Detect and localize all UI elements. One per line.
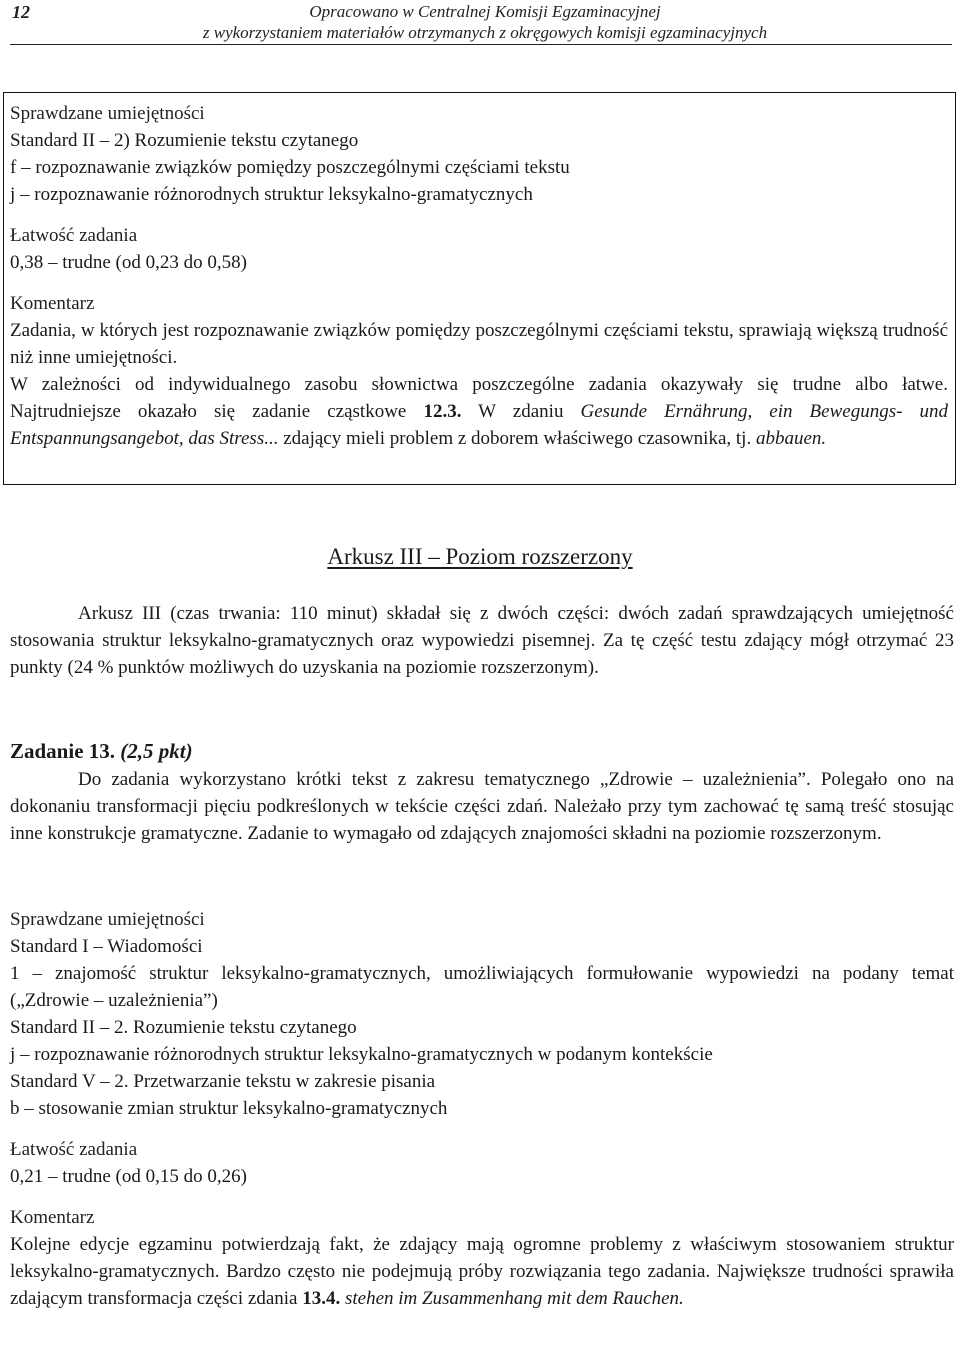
task-summary-content xyxy=(10,100,948,452)
difficulty-heading: Łatwość zadania xyxy=(10,1139,138,1160)
skills-heading: Sprawdzane umiejętności xyxy=(10,909,205,930)
skills-line-2: f – rozpoznawanie związków pomiędzy poszczególnymi częściami tekstu xyxy=(10,157,570,178)
difficulty-value: 0,38 – trudne (od 0,23 do 0,58) xyxy=(10,252,247,273)
task-reference: 13.4. xyxy=(302,1288,341,1309)
sheet-title: Arkusz III – Poziom rozszerzony xyxy=(327,544,633,569)
skills-line-1: Standard I – Wiadomości xyxy=(10,936,203,957)
comment-paragraph-2 xyxy=(10,371,948,452)
comment-text: zdający mieli problem z doborem właściwego czasownika, tj. xyxy=(278,428,756,449)
german-phrase: stehen im Zusammenhang mit dem Rauchen. xyxy=(344,1288,684,1309)
difficulty-heading: Łatwość zadania xyxy=(10,225,138,246)
german-sentence: Gesunde Ernährung, ein Bewegungs- und Entspannungsangebot, das Stress... xyxy=(10,401,948,449)
comment-heading: Komentarz xyxy=(10,293,95,314)
skills-line-3: j – rozpoznawanie różnorodnych struktur leksykalno-gramatycznych xyxy=(10,184,533,205)
difficulty-value: 0,21 – trudne (od 0,15 do 0,26) xyxy=(10,1166,247,1187)
comment-paragraph-1: Zadania, w których jest rozpoznawanie związków pomiędzy poszczególnymi częściami tekstu, sprawiają większą trudność niż inne umiejętności. xyxy=(10,320,948,368)
task-points: (2,5 pkt) xyxy=(120,739,193,763)
header-text xyxy=(150,1,820,43)
task-summary-box xyxy=(3,92,956,485)
task-number: Zadanie 13. xyxy=(10,739,116,763)
task-description: Do zadania wykorzystano krótki tekst z zakresu tematycznego „Zdrowie – uzależnienia”. Polegało ono na dokonaniu transformacji pięciu podkreślonych w tekście części zdań. Należało przy tym zachować tę samą treść stosując inne konstrukcje gramatyczne. Zadanie to wymagało od zdających znajomości składni na poziomie rozszerzonym. xyxy=(10,769,954,844)
task13-details xyxy=(10,906,954,1312)
comment-paragraph xyxy=(10,1231,954,1312)
comment-text: W zależności od indywidualnego zasobu słownictwa poszczególne zadania okazywały się trudne albo łatwe. Najtrudniejsze okazało się zadanie cząstkowe xyxy=(10,374,948,422)
comment-text: Kolejne edycje egzaminu potwierdzają fakt, że zdający mają ogromne problemy z właściwym stosowaniem struktur leksykalno-gramatycznych. Bardzo często nie podejmują próby rozwiązania tego zadania. Największe trudności sprawiła zdającym transformacja części zdania xyxy=(10,1234,954,1309)
header-line-1: Opracowano w Centralnej Komisji Egzaminacyjnej xyxy=(309,2,661,21)
skills-line-3: Standard II – 2. Rozumienie tekstu czytanego xyxy=(10,1017,357,1038)
skills-line-6: b – stosowanie zmian struktur leksykalno-gramatycznych xyxy=(10,1098,448,1119)
skills-line-2: 1 – znajomość struktur leksykalno-gramatycznych, umożliwiających formułowanie wypowiedzi na podany temat („Zdrowie – uzależnienia”) xyxy=(10,963,954,1011)
skills-line-5: Standard V – 2. Przetwarzanie tekstu w zakresie pisania xyxy=(10,1071,436,1092)
sheet-intro: Arkusz III (czas trwania: 110 minut) składał się z dwóch części: dwóch zadań sprawdzających umiejętność stosowania struktur leksykalno-gramatycznych oraz wypowiedzi pisemnej. Za tę część testu zdający mógł otrzymać 23 punkty (24 % punktów możliwych do uzyskania na poziomie rozszerzonym). xyxy=(10,603,954,678)
german-verb: abbauen. xyxy=(755,428,827,449)
task-title xyxy=(10,737,193,765)
skills-heading: Sprawdzane umiejętności xyxy=(10,103,205,124)
skills-line-4: j – rozpoznawanie różnorodnych struktur leksykalno-gramatycznych w podanym kontekście xyxy=(10,1044,713,1065)
page-header xyxy=(10,0,952,45)
comment-text: W zdaniu xyxy=(461,401,581,422)
page-number: 12 xyxy=(12,2,30,22)
header-line-2: z wykorzystaniem materiałów otrzymanych z okręgowych komisji egzaminacyjnych xyxy=(202,23,768,42)
skills-line-1: Standard II – 2) Rozumienie tekstu czytanego xyxy=(10,130,359,151)
comment-heading: Komentarz xyxy=(10,1207,95,1228)
task-reference: 12.3. xyxy=(423,401,462,422)
